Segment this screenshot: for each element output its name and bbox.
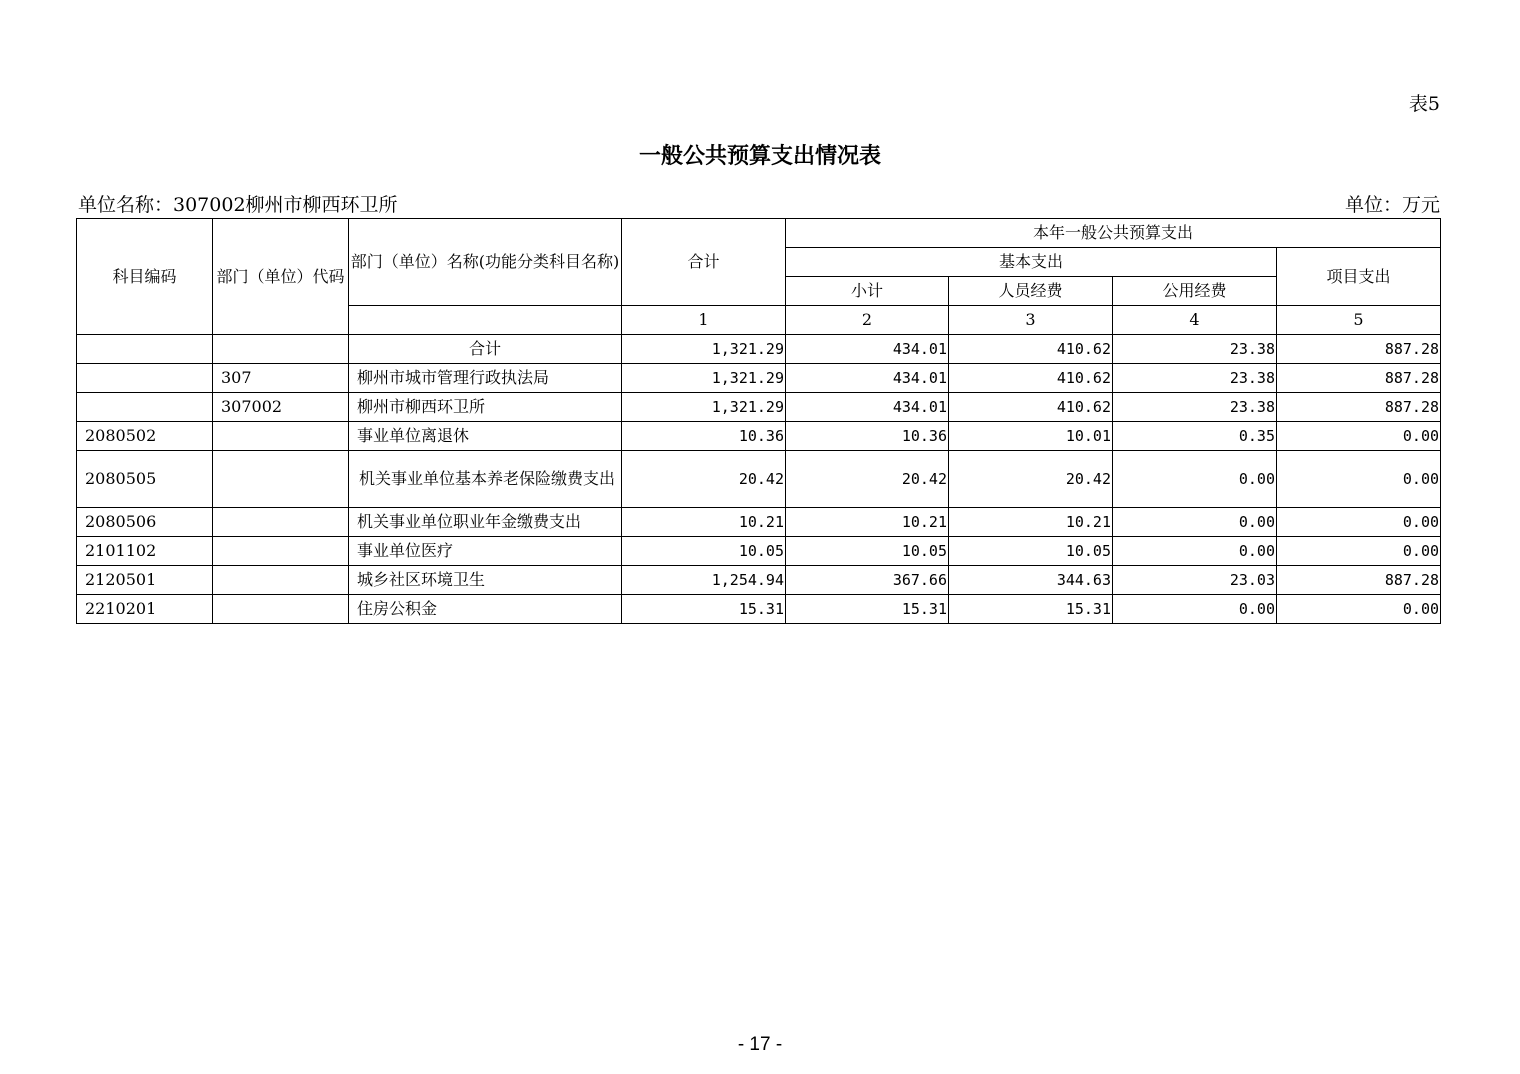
table-row [77, 566, 1441, 595]
cell-project: 0.00 [1277, 595, 1441, 624]
cell-subtotal: 20.42 [786, 451, 949, 508]
cell-subtotal: 15.31 [786, 595, 949, 624]
col-index-5: 5 [1277, 306, 1441, 335]
col-dept-code: 部门（单位）代码 [213, 219, 349, 335]
cell-code [77, 364, 213, 393]
cell-subtotal: 434.01 [786, 335, 949, 364]
col-project: 项目支出 [1277, 248, 1441, 306]
table-row [77, 595, 1441, 624]
cell-dept: 307002 [213, 393, 349, 422]
cell-total: 1,321.29 [622, 393, 786, 422]
cell-public: 23.38 [1113, 393, 1277, 422]
unit-name: 单位名称：307002柳州市柳西环卫所 [78, 194, 398, 216]
cell-name: 事业单位离退休 [349, 422, 622, 451]
col-basic: 基本支出 [786, 248, 1277, 277]
cell-public: 23.38 [1113, 335, 1277, 364]
cell-project: 887.28 [1277, 566, 1441, 595]
cell-public: 0.00 [1113, 595, 1277, 624]
cell-personnel: 10.21 [949, 508, 1113, 537]
cell-total: 1,321.29 [622, 364, 786, 393]
cell-code: 2120501 [77, 566, 213, 595]
page-title: 一般公共预算支出情况表 [638, 144, 881, 169]
cell-public: 23.38 [1113, 364, 1277, 393]
cell-code: 2210201 [77, 595, 213, 624]
cell-public: 23.03 [1113, 566, 1277, 595]
cell-subtotal: 10.05 [786, 537, 949, 566]
cell-dept [213, 335, 349, 364]
cell-public: 0.35 [1113, 422, 1277, 451]
cell-personnel: 20.42 [949, 451, 1113, 508]
cell-personnel: 10.05 [949, 537, 1113, 566]
cell-name: 柳州市柳西环卫所 [349, 393, 622, 422]
table-number: 表5 [1408, 93, 1440, 115]
cell-public: 0.00 [1113, 451, 1277, 508]
cell-name: 柳州市城市管理行政执法局 [349, 364, 622, 393]
cell-public: 0.00 [1113, 508, 1277, 537]
cell-project: 887.28 [1277, 364, 1441, 393]
cell-project: 0.00 [1277, 508, 1441, 537]
col-index-3: 3 [949, 306, 1113, 335]
cell-total: 15.31 [622, 595, 786, 624]
cell-personnel: 410.62 [949, 335, 1113, 364]
cell-personnel: 10.01 [949, 422, 1113, 451]
cell-code: 2080505 [77, 451, 213, 508]
budget-table [76, 218, 1441, 624]
cell-project: 0.00 [1277, 537, 1441, 566]
col-dept-name: 部门（单位）名称(功能分类科目名称) [349, 219, 622, 306]
table-row [77, 393, 1441, 422]
cell-code [77, 393, 213, 422]
col-personnel: 人员经费 [949, 277, 1113, 306]
table-row [77, 422, 1441, 451]
col-index-1: 1 [622, 306, 786, 335]
cell-total: 10.21 [622, 508, 786, 537]
cell-total: 1,321.29 [622, 335, 786, 364]
cell-name: 机关事业单位职业年金缴费支出 [349, 508, 622, 537]
col-index-4: 4 [1113, 306, 1277, 335]
col-group-header: 本年一般公共预算支出 [786, 219, 1441, 248]
cell-public: 0.00 [1113, 537, 1277, 566]
table-row [77, 537, 1441, 566]
cell-dept [213, 595, 349, 624]
cell-personnel: 344.63 [949, 566, 1113, 595]
col-subtotal: 小计 [786, 277, 949, 306]
cell-subtotal: 434.01 [786, 364, 949, 393]
cell-name: 合计 [349, 335, 622, 364]
table-row [77, 335, 1441, 364]
cell-code [77, 335, 213, 364]
table-row [77, 508, 1441, 537]
unit-label: 单位：万元 [1344, 194, 1440, 216]
cell-subtotal: 367.66 [786, 566, 949, 595]
cell-total: 1,254.94 [622, 566, 786, 595]
cell-total: 10.36 [622, 422, 786, 451]
cell-name: 机关事业单位基本养老保险缴费支出 [349, 451, 622, 508]
cell-dept [213, 508, 349, 537]
cell-project: 0.00 [1277, 451, 1441, 508]
cell-dept [213, 537, 349, 566]
cell-name: 事业单位医疗 [349, 537, 622, 566]
col-index-2: 2 [786, 306, 949, 335]
cell-code: 2080502 [77, 422, 213, 451]
cell-dept [213, 451, 349, 508]
col-public: 公用经费 [1113, 277, 1277, 306]
col-total: 合计 [622, 219, 786, 306]
col-index-blank [349, 306, 622, 335]
col-subject-code: 科目编码 [77, 219, 213, 335]
page-number: - 17 - [737, 1034, 783, 1055]
cell-personnel: 410.62 [949, 393, 1113, 422]
cell-subtotal: 10.21 [786, 508, 949, 537]
cell-project: 887.28 [1277, 393, 1441, 422]
cell-code: 2101102 [77, 537, 213, 566]
cell-personnel: 15.31 [949, 595, 1113, 624]
cell-dept [213, 566, 349, 595]
cell-dept: 307 [213, 364, 349, 393]
cell-code: 2080506 [77, 508, 213, 537]
cell-total: 20.42 [622, 451, 786, 508]
cell-project: 887.28 [1277, 335, 1441, 364]
cell-total: 10.05 [622, 537, 786, 566]
cell-dept [213, 422, 349, 451]
cell-subtotal: 434.01 [786, 393, 949, 422]
cell-name: 城乡社区环境卫生 [349, 566, 622, 595]
cell-subtotal: 10.36 [786, 422, 949, 451]
cell-personnel: 410.62 [949, 364, 1113, 393]
table-row [77, 451, 1441, 508]
table-row [77, 364, 1441, 393]
cell-project: 0.00 [1277, 422, 1441, 451]
cell-name: 住房公积金 [349, 595, 622, 624]
